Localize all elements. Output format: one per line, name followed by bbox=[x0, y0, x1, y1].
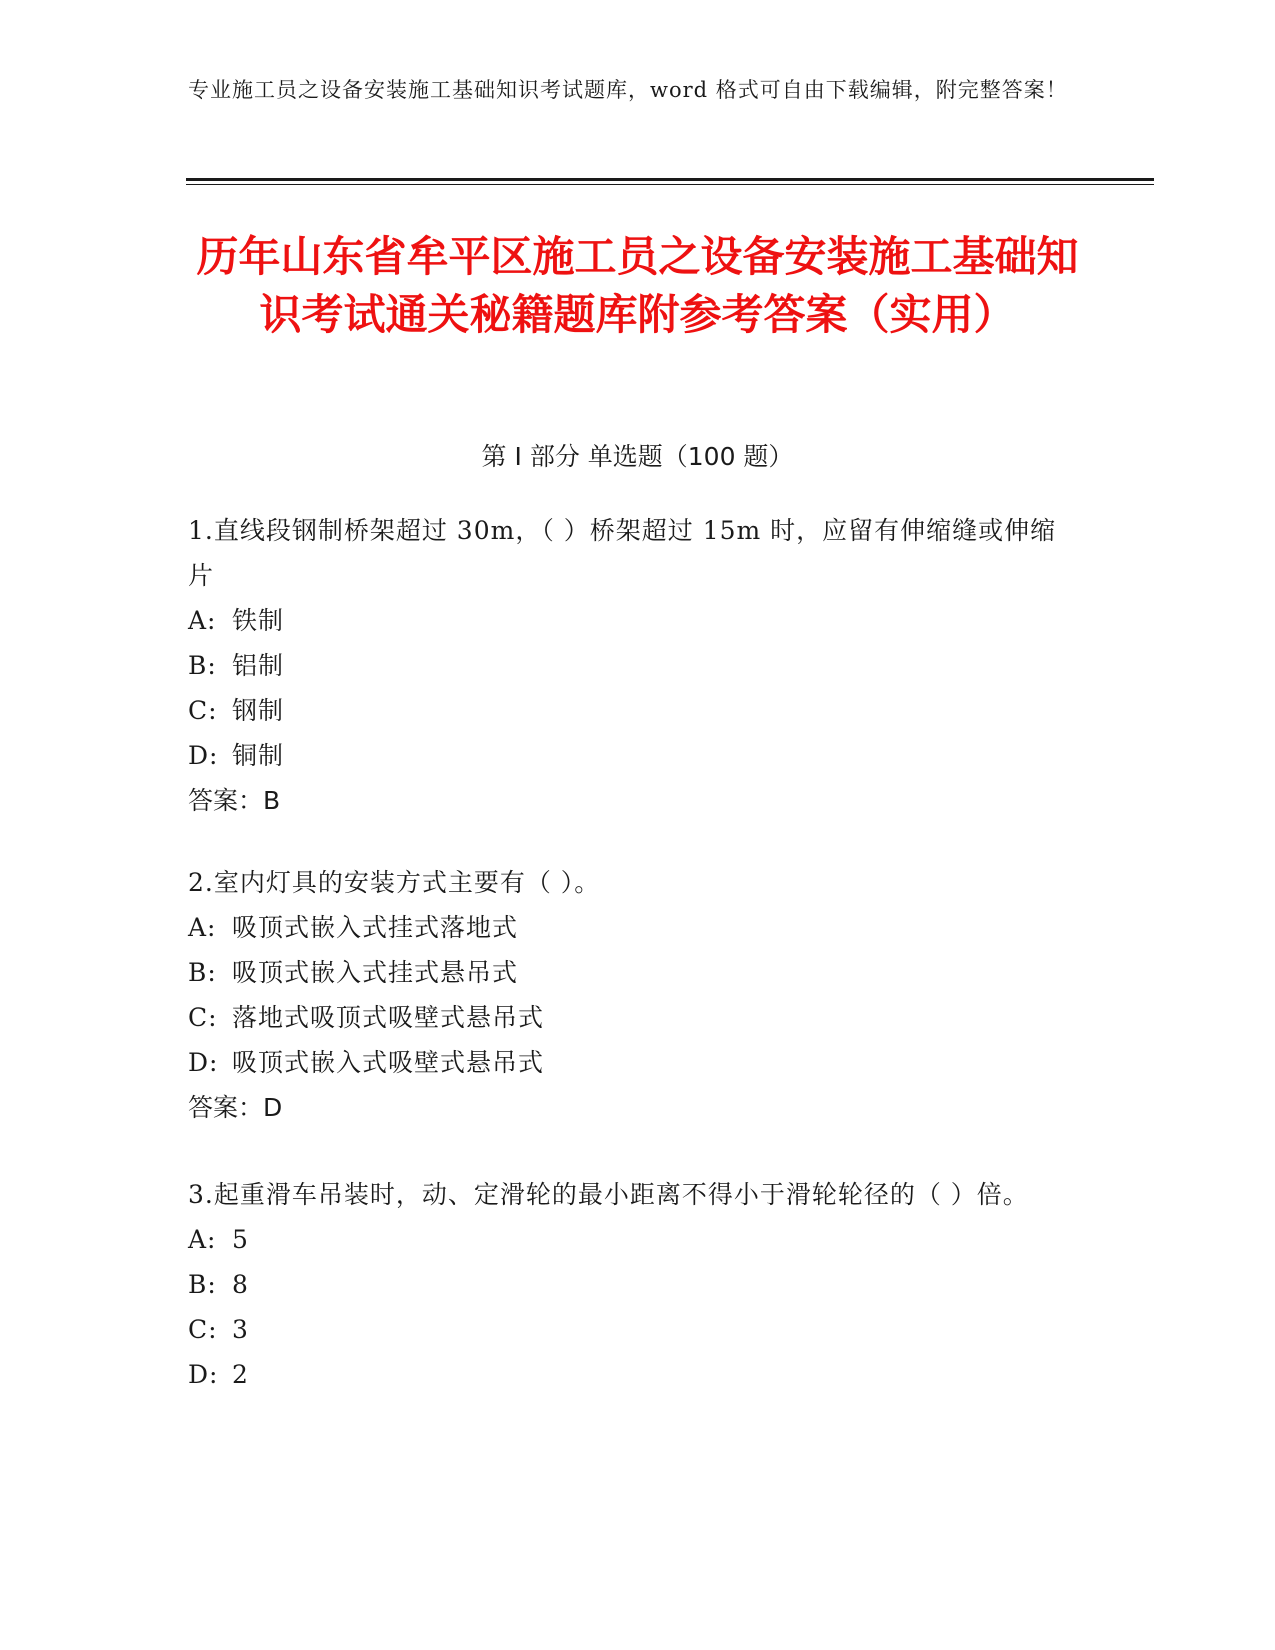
option-text: 铜制 bbox=[232, 741, 285, 770]
option-text: 钢制 bbox=[232, 696, 285, 725]
option-text: 吸顶式嵌入式挂式悬吊式 bbox=[232, 958, 519, 987]
header-note: 专业施工员之设备安装施工基础知识考试题库，word 格式可自由下载编辑，附完整答案！ bbox=[188, 78, 1068, 102]
answer-label: 答案：D bbox=[188, 1093, 283, 1122]
option-c bbox=[188, 1307, 1068, 1352]
option-b bbox=[188, 1262, 1068, 1307]
option-letter: C: bbox=[188, 1315, 218, 1344]
option-letter: B: bbox=[188, 958, 217, 987]
option-text: 落地式吸顶式吸壁式悬吊式 bbox=[232, 1003, 545, 1032]
option-letter: A: bbox=[188, 913, 217, 942]
question-1 bbox=[188, 508, 1068, 823]
option-letter: B: bbox=[188, 651, 217, 680]
option-letter: A: bbox=[188, 1225, 217, 1254]
option-letter: D: bbox=[188, 741, 219, 770]
option-text: 3 bbox=[232, 1315, 249, 1344]
option-letter: B: bbox=[188, 1270, 217, 1299]
option-text: 2 bbox=[232, 1360, 249, 1389]
question-stem: 1.直线段钢制桥架超过 30m，（ ）桥架超过 15m 时，应留有伸缩缝或伸缩片 bbox=[188, 516, 1057, 590]
option-b bbox=[188, 950, 1068, 995]
option-text: 吸顶式嵌入式吸壁式悬吊式 bbox=[232, 1048, 545, 1077]
question-stem: 3.起重滑车吊装时，动、定滑轮的最小距离不得小于滑轮轮径的（ ）倍。 bbox=[188, 1180, 1029, 1209]
document-title: 历年山东省牟平区施工员之设备安装施工基础知识考试通关秘籍题库附参考答案（实用） bbox=[196, 232, 1079, 339]
option-c bbox=[188, 995, 1068, 1040]
option-a bbox=[188, 598, 1068, 643]
question-stem: 2.室内灯具的安装方式主要有（ ）。 bbox=[188, 868, 601, 897]
option-letter: C: bbox=[188, 696, 218, 725]
option-d bbox=[188, 1352, 1068, 1397]
option-a bbox=[188, 905, 1068, 950]
option-letter: D: bbox=[188, 1360, 219, 1389]
option-letter: A: bbox=[188, 606, 217, 635]
question-3 bbox=[188, 1172, 1068, 1397]
answer-label: 答案：B bbox=[188, 786, 281, 815]
option-letter: C: bbox=[188, 1003, 218, 1032]
question-2 bbox=[188, 860, 1068, 1130]
option-b bbox=[188, 643, 1068, 688]
header-divider-thin bbox=[186, 184, 1154, 185]
option-text: 吸顶式嵌入式挂式落地式 bbox=[232, 913, 519, 942]
section-title: 第 I 部分 单选题（100 题） bbox=[481, 442, 794, 471]
option-letter: D: bbox=[188, 1048, 219, 1077]
option-text: 铁制 bbox=[232, 606, 285, 635]
option-d bbox=[188, 733, 1068, 778]
header-divider-thick bbox=[186, 178, 1154, 181]
option-d bbox=[188, 1040, 1068, 1085]
option-text: 铝制 bbox=[232, 651, 285, 680]
option-a bbox=[188, 1217, 1068, 1262]
option-text: 5 bbox=[232, 1225, 249, 1254]
option-c bbox=[188, 688, 1068, 733]
option-text: 8 bbox=[232, 1270, 249, 1299]
